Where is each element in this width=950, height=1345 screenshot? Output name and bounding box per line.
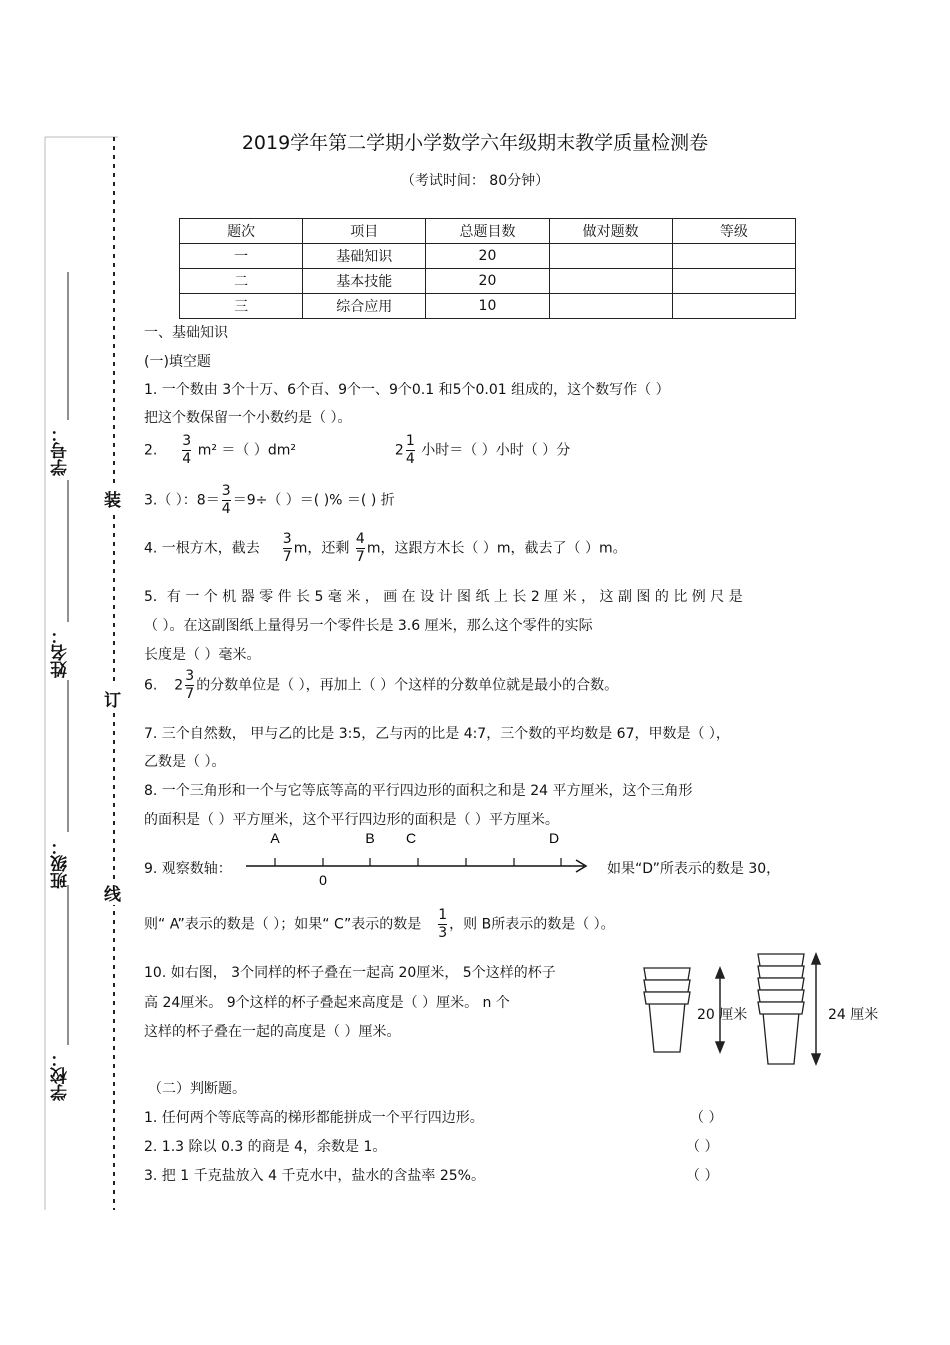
- question-9-line2: [144, 907, 615, 942]
- question-10-line1: 10. 如右图， 3个同样的杯子叠在一起高 20厘米， 5个这样的杯子: [144, 965, 556, 981]
- class-label: 班级：: [51, 838, 71, 889]
- question-6: [144, 668, 618, 703]
- fraction: [185, 668, 194, 703]
- table-cell: 二: [180, 269, 303, 294]
- bind-char-xian: 线: [104, 880, 121, 905]
- section1-heading: 一、基础知识: [144, 325, 228, 341]
- table-cell[interactable]: [672, 294, 795, 319]
- page-title: 2019学年第二学期小学数学六年级期末教学质量检测卷: [241, 132, 709, 154]
- judgement-item-3: 3. 把 1 千克盐放入 4 千克水中，盐水的含盐率 25%。: [144, 1168, 485, 1184]
- q3-part-a: 3.（ ）：8＝: [144, 492, 220, 509]
- table-header-cell: 等级: [672, 219, 795, 244]
- table-cell[interactable]: [549, 269, 672, 294]
- table-row: [180, 294, 796, 319]
- q4-denominator-2: 7: [355, 549, 365, 565]
- table-cell: 三: [180, 294, 303, 319]
- q3-denominator: 4: [221, 501, 231, 517]
- q3-part-b: ＝9÷（ ）＝( )% ＝( ) 折: [232, 492, 395, 509]
- table-cell: 基本技能: [303, 269, 426, 294]
- table-cell[interactable]: [549, 294, 672, 319]
- point-d: D: [548, 830, 560, 846]
- q3-numerator: 3: [221, 483, 231, 499]
- q4-numerator-1: 3: [282, 531, 292, 547]
- fraction: [406, 433, 415, 468]
- q2-part-b: 小时＝（ ）小时（ ）分: [421, 442, 571, 459]
- q2-denominator: 4: [182, 451, 192, 467]
- question-9-label: 9. 观察数轴：: [144, 861, 232, 877]
- question-10-line2: 高 24厘米。 9个这样的杯子叠起来高度是（ ）厘米。 n 个: [144, 995, 510, 1011]
- judgement-item-1: 1. 任何两个等底等高的梯形都能拼成一个平行四边形。: [144, 1110, 484, 1126]
- question-10-line3: 这样的杯子叠在一起的高度是（ ）厘米。: [144, 1024, 401, 1040]
- q2b-numerator: 1: [405, 433, 415, 449]
- question-8-line1: 8. 一个三角形和一个与它等底等高的平行四边形的面积之和是 24 平方厘米，这个三角形: [144, 783, 693, 799]
- question-7-line2: 乙数是（ ）。: [144, 754, 226, 770]
- point-zero: 0: [319, 872, 327, 888]
- exam-duration: （考试时间： 80分钟）: [400, 173, 550, 189]
- q6-denominator: 7: [185, 686, 195, 702]
- question-5-line3: 长度是（ ）毫米。: [144, 647, 261, 663]
- question-9-condition: 如果“D”所表示的数是 30，: [607, 861, 781, 877]
- table-header-cell: 总题目数: [426, 219, 549, 244]
- q6-number: 6.: [144, 677, 158, 694]
- student-id-label: 学号：: [51, 425, 71, 476]
- q6-text: 的分数单位是（ ），再加上（ ）个这样的分数单位就是最小的合数。: [196, 677, 619, 694]
- fraction: [356, 531, 365, 566]
- question-5-line1: 5．有 一 个 机 器 零 件 长 5 毫 米 ， 画 在 设 计 图 纸 上 长 2 厘 米 ， 这 副 图 的 比 例 尺 是: [144, 589, 743, 605]
- q2-part-a: m² ＝（ ）dm²: [197, 442, 297, 459]
- fraction: [438, 907, 447, 942]
- q2-number: 2.: [144, 442, 158, 459]
- cup-height-label-3: 20 厘米: [697, 1007, 748, 1023]
- question-7-line1: 7. 三个自然数， 甲与乙的比是 3:5，乙与丙的比是 4:7，三个数的平均数是 67，甲数是（ ），: [144, 726, 730, 742]
- table-cell: 10: [426, 294, 549, 319]
- cup-height-label-5: 24 厘米: [828, 1007, 879, 1023]
- judgement-answer-2[interactable]: （ ）: [686, 1139, 719, 1155]
- number-line: [240, 826, 600, 890]
- question-3: [144, 483, 395, 518]
- table-cell: 基础知识: [303, 244, 426, 269]
- score-table: [179, 218, 796, 319]
- table-cell: 20: [426, 269, 549, 294]
- point-b: B: [365, 830, 375, 846]
- question-1-line2: 把这个数保留一个小数约是（ ）。: [144, 410, 352, 426]
- point-a: A: [270, 830, 280, 846]
- table-row: [180, 244, 796, 269]
- question-8-line2: 的面积是（ ）平方厘米，这个平行四边形的面积是（ ）平方厘米。: [144, 812, 559, 828]
- fraction: [283, 531, 292, 566]
- table-cell[interactable]: [672, 269, 795, 294]
- q4-numerator-2: 4: [355, 531, 365, 547]
- table-cell: 一: [180, 244, 303, 269]
- table-cell: 20: [426, 244, 549, 269]
- question-1-line1: 1. 一个数由 3个十万、6个百、9个一、9个0.1 和5个0.01 组成的，这个数写作（ ）: [144, 382, 670, 398]
- table-cell[interactable]: [549, 244, 672, 269]
- table-cell[interactable]: [672, 244, 795, 269]
- fraction: [222, 483, 231, 518]
- question-5-line2: （ ）。在这副图纸上量得另一个零件长是 3.6 厘米，那么这个零件的实际: [144, 618, 593, 634]
- question-4: [144, 531, 627, 566]
- judgement-answer-3[interactable]: （ ）: [686, 1168, 719, 1184]
- fraction: [182, 433, 191, 468]
- q4-denominator-1: 7: [282, 549, 292, 565]
- bind-char-ding: 订: [104, 686, 121, 711]
- q2-whole: 2: [394, 442, 404, 459]
- judgement-answer-1[interactable]: （ ）: [690, 1110, 723, 1126]
- school-label: 学校：: [51, 1050, 71, 1101]
- q9-part-b: ，则 B所表示的数是（ ）。: [449, 916, 615, 933]
- table-header-row: [180, 219, 796, 244]
- table-row: [180, 269, 796, 294]
- name-label: 姓名：: [51, 627, 71, 678]
- q4-part-c: m，这跟方木长（ ）m，截去了（ ）m。: [366, 540, 627, 557]
- q4-part-a: 4. 一根方木，截去: [144, 540, 260, 557]
- table-header-cell: 题次: [180, 219, 303, 244]
- judgement-heading: （二）判断题。: [148, 1081, 246, 1097]
- fill-blank-heading: (一)填空题: [144, 354, 211, 370]
- judgement-item-2: 2. 1.3 除以 0.3 的商是 4，余数是 1。: [144, 1139, 387, 1155]
- bind-char-zhuang: 装: [104, 486, 121, 511]
- table-header-cell: 做对题数: [549, 219, 672, 244]
- q9-part-a: 则“ A”表示的数是（ ）；如果“ C”表示的数是: [144, 916, 422, 933]
- q6-numerator: 3: [185, 668, 195, 684]
- q2b-denominator: 4: [405, 451, 415, 467]
- q9-numerator: 1: [438, 907, 448, 923]
- q9-denominator: 3: [438, 925, 448, 941]
- q2-numerator: 3: [182, 433, 192, 449]
- q4-part-b: m，还剩: [293, 540, 350, 557]
- question-2: [144, 433, 570, 468]
- table-cell: 综合应用: [303, 294, 426, 319]
- q6-whole: 2: [174, 677, 184, 694]
- table-header-cell: 项目: [303, 219, 426, 244]
- point-c: C: [405, 830, 417, 846]
